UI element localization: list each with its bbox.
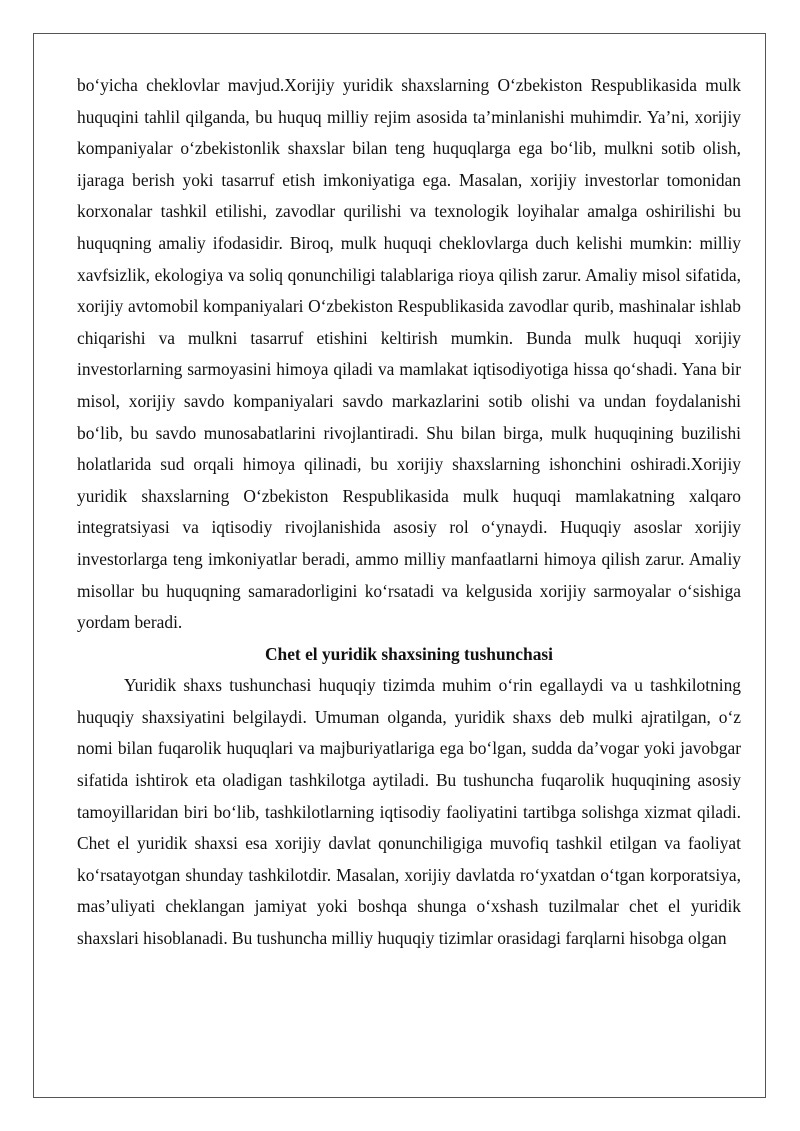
paragraph-foreign-property-rights: bo‘yicha cheklovlar mavjud.Xorijiy yuridik shaxslarning O‘zbekiston Respublikasida mulk huquqini tahlil qilganda, bu huquq milliy rejim asosida ta’minlanishi muhimdir. Ya’ni, xorijiy kompaniyalar o‘zbekistonlik shaxslar bilan teng huquqlarga ega bo‘lib, mulkni sotib olish, ijaraga berish yoki tasarruf etish imkoniyatiga ega. Masalan, xorijiy investorlar tomonidan korxonalar tashkil etilishi, zavodlar qurilishi va texnologik loyihalar amalga oshirilishi bu huquqning amaliy ifodasidir. Biroq, mulk huquqi cheklovlarga duch kelishi mumkin: milliy xavfsizlik, ekologiya va soliq qonunchiligi talablariga rioya qilish zarur. Amaliy misol sifatida, xorijiy avtomobil kompaniyalari O‘zbekiston Respublikasida zavodlar qurib, mashinalar ishlab chiqarishi va mulkni tasarruf etishini keltirish mumkin. Bunda mulk huquqi xorijiy investorlarning sarmoyasini himoya qiladi va mamlakat iqtisodiyotiga hissa qo‘shadi. Yana bir misol, xorijiy savdo kompaniyalari savdo markazlarini sotib olishi va undan foydalanishi bo‘lib, bu savdo munosabatlarini rivojlantiradi. Shu bilan birga, mulk huquqining buzilishi holatlarida sud orqali himoya qilinadi, bu xorijiy shaxslarning ishonchini oshiradi.Xorijiy yuridik shaxslarning O‘zbekiston Respublikasida mulk huquqi mamlakatning xalqaro integratsiyasi va iqtisodiy rivojlanishida asosiy rol o‘ynaydi. Huquqiy asoslar xorijiy investorlarga teng imkoniyatlar beradi, ammo milliy manfaatlarni himoya qilish zarur. Amaliy misollar bu huquqning samaradorligini ko‘rsatadi va kelgusida xorijiy sarmoyalar o‘sishiga yordam beradi.: [77, 75, 741, 633]
paragraph-legal-entity-concept: Yuridik shaxs tushunchasi huquqiy tizimda muhim o‘rin egallaydi va u tashkilotning huquqiy shaxsiyatini belgilaydi. Umuman olganda, yuridik shaxs deb mulki ajratilgan, o‘z nomi bilan fuqarolik huquqlari va majburiyatlariga ega bo‘lgan, sudda da’vogar yoki javobgar sifatida ishtirok eta oladigan tashkilotga aytiladi. Bu tushuncha fuqarolik huquqining asosiy tamoyillaridan biri bo‘lib, tashkilotlarning iqtisodiy faoliyatini tartibga solishga xizmat qiladi. Chet el yuridik shaxsi esa xorijiy davlat qonunchiligiga muvofiq tashkil etilgan va faoliyat ko‘rsatayotgan shunday tashkilotdir. Masalan, xorijiy davlatda ro‘yxatdan o‘tgan korporatsiya, mas’uliyati cheklangan jamiyat yoki boshqa shunga o‘xshash tuzilmalar chet el yuridik shaxslari hisoblanadi. Bu tushuncha milliy huquqiy tizimlar orasidagi farqlarni hisobga olgan: [77, 675, 741, 949]
document-body: [77, 70, 741, 955]
section-heading: Chet el yuridik shaxsining tushunchasi: [264, 643, 553, 664]
